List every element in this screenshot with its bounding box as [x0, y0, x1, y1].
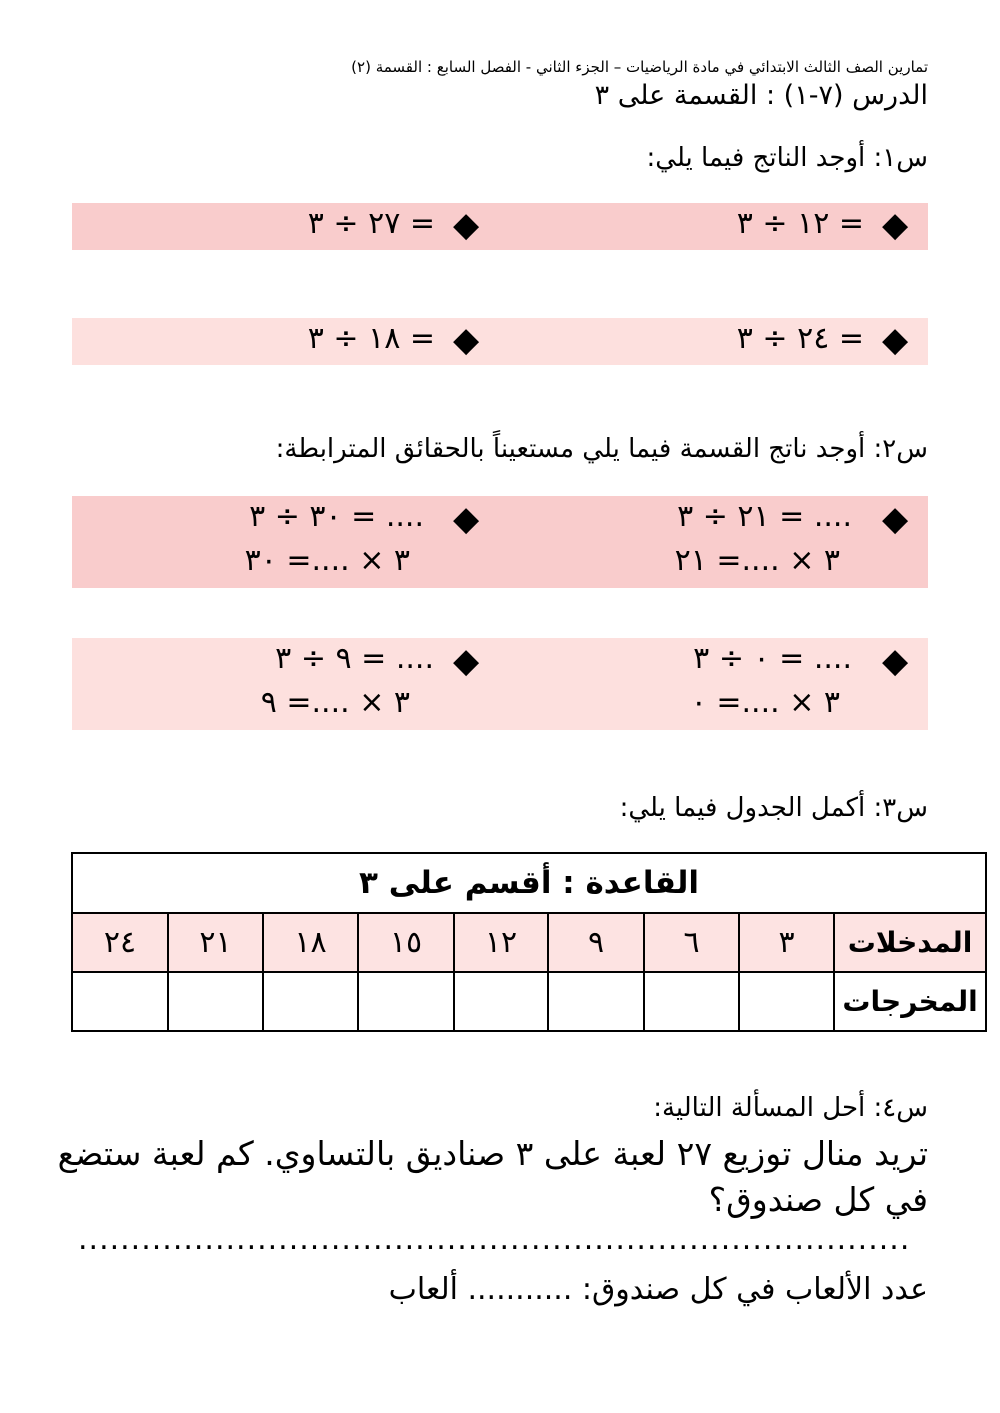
outputs-row — [72, 972, 986, 1031]
input-cell: ١٨ — [263, 913, 358, 972]
input-cell: ٢١ — [168, 913, 263, 972]
output-cell[interactable] — [548, 972, 644, 1031]
input-cell: ٢٤ — [72, 913, 168, 972]
input-cell: ١٥ — [358, 913, 454, 972]
bullet-diamond-icon: ◆ — [453, 499, 480, 539]
output-cell[interactable] — [72, 972, 168, 1031]
q1-item-1: ١٢ ÷ ٣ = — [736, 206, 864, 241]
answer-dotted-line[interactable]: ............................................................................... — [78, 1222, 911, 1257]
output-cell[interactable] — [358, 972, 454, 1031]
input-output-table — [71, 852, 987, 1032]
q2-item-2-mul: ٣ × ....= ٣٠ — [244, 543, 410, 578]
bullet-diamond-icon: ◆ — [453, 320, 480, 360]
output-cell[interactable] — [644, 972, 739, 1031]
bullet-diamond-icon: ◆ — [882, 499, 909, 539]
outputs-label: المخرجات — [834, 972, 986, 1031]
bullet-diamond-icon: ◆ — [882, 320, 909, 360]
output-cell[interactable] — [454, 972, 548, 1031]
q1-item-4: ١٨ ÷ ٣ = — [307, 321, 435, 356]
output-cell[interactable] — [168, 972, 263, 1031]
bullet-diamond-icon: ◆ — [882, 205, 909, 245]
inputs-label: المدخلات — [834, 913, 986, 972]
bullet-diamond-icon: ◆ — [882, 641, 909, 681]
lesson-title: الدرس (٧-١) : القسمة على ٣ — [594, 80, 928, 111]
q1-item-3: ٢٤ ÷ ٣ = — [736, 321, 864, 356]
q3-title: س٣: أكمل الجدول فيما يلي: — [619, 793, 928, 823]
q2-item-3-mul: ٣ × ....= ٠ — [690, 685, 840, 720]
bullet-diamond-icon: ◆ — [453, 205, 480, 245]
input-cell: ١٢ — [454, 913, 548, 972]
q1-title: س١: أوجد الناتج فيما يلي: — [646, 143, 928, 173]
q2-item-1-div: ٢١ ÷ ٣ = .... — [677, 499, 852, 534]
q1-item-2: ٢٧ ÷ ٣ = — [307, 206, 435, 241]
q4-title: س٤: أحل المسألة التالية: — [653, 1093, 928, 1123]
problem-line-1: تريد منال توزيع ٢٧ لعبة على ٣ صناديق بالتساوي. كم لعبة ستضع — [57, 1134, 928, 1173]
bullet-diamond-icon: ◆ — [453, 641, 480, 681]
inputs-row — [72, 913, 986, 972]
table-rule: القاعدة : أقسم على ٣ — [72, 853, 986, 913]
q2-item-3-div: ٠ ÷ ٣ = .... — [693, 641, 852, 676]
input-cell: ٦ — [644, 913, 739, 972]
q2-item-4-mul: ٣ × ....= ٩ — [260, 685, 410, 720]
input-cell: ٩ — [548, 913, 644, 972]
output-cell[interactable] — [263, 972, 358, 1031]
worksheet-subtitle: تمارين الصف الثالث الابتدائي في مادة الرياضيات – الجزء الثاني - الفصل السابع : القسمة (٢) — [351, 58, 928, 76]
answer-line[interactable]: عدد الألعاب في كل صندوق: ........... ألعاب — [388, 1272, 928, 1307]
q2-title: س٢: أوجد ناتج القسمة فيما يلي مستعيناً بالحقائق المترابطة: — [275, 434, 928, 464]
q2-item-4-div: ٩ ÷ ٣ = .... — [275, 641, 434, 676]
q2-item-1-mul: ٣ × ....= ٢١ — [674, 543, 840, 578]
output-cell[interactable] — [739, 972, 834, 1031]
q2-item-2-div: ٣٠ ÷ ٣ = .... — [249, 499, 424, 534]
input-cell: ٣ — [739, 913, 834, 972]
problem-line-2: في كل صندوق؟ — [708, 1180, 928, 1219]
